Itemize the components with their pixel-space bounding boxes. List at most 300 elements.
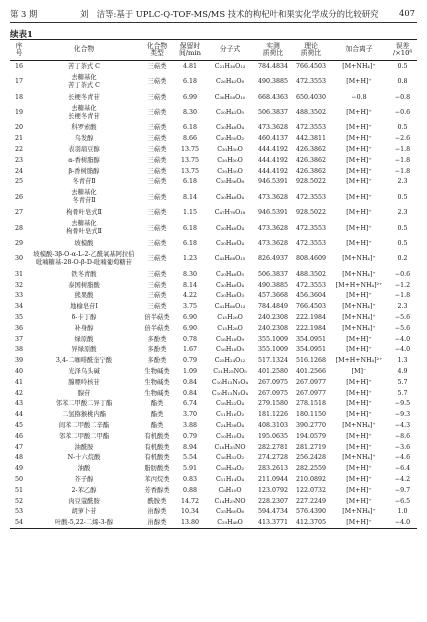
row-index: 17 [14,78,23,86]
row-index: 29 [14,239,23,247]
molecular-formula: C₃₀H₄₈O₄ [215,281,245,289]
row-index: 50 [14,475,23,483]
molecular-formula: C₃₀H₅₀O [217,156,243,164]
mass-error: 1.3 [397,357,408,365]
compound-name: 肉豆蔻酰胺 [68,497,100,505]
compound-type: 三萜类 [147,135,167,143]
adduct-ion: [M+NH₄]⁺ [342,62,376,70]
compound-type: 三萜类 [147,224,167,232]
row-index: 47 [14,443,23,451]
row-index: 34 [14,303,23,311]
table-row [10,507,417,518]
molecular-formula: C₂₁H₂₅NO₅ [213,367,247,375]
measured-mz: 282.2781 [257,443,289,451]
adduct-ion: [M]⁻ [351,367,367,375]
table-row [10,442,417,453]
compound-type: 甾醇类 [147,508,167,516]
molecular-formula: C₂₁H₃₆O₁₃ [214,62,246,70]
table-row [10,187,417,207]
retention-time: 8.30 [182,108,198,116]
adduct-ion: [M+H]⁺ [346,78,372,86]
measured-mz: 594.4734 [257,508,289,516]
retention-time: 8.30 [182,270,198,278]
retention-time: 10.34 [180,508,200,516]
molecular-formula: C₃₅H₆₀O₆ [215,508,245,516]
row-index: 21 [14,135,23,143]
mass-error: 2.3 [397,209,408,217]
table-row [10,207,417,218]
molecular-formula: C₃₀H₄₈O₃ [215,292,245,300]
retention-time: 5.54 [182,454,198,462]
theoretical-mz: 472.3553 [295,239,327,247]
measured-mz: 355.1009 [257,346,289,354]
retention-time: 8.66 [182,135,198,143]
compound-type: 三萜类 [147,62,167,70]
measured-mz: 181.1226 [257,411,289,419]
measured-mz: 228.2307 [257,497,289,505]
table-row [10,409,417,420]
compound-type: 多酚类 [147,346,167,354]
measured-mz: 401.2580 [257,367,289,375]
row-index: 20 [14,124,23,132]
compound-name: 坡模酸-3β-O-α-L-2-乙酰氧基阿拉伯 吡喃糖基-28-O-β-D-吡喃葡萄糖苷 [33,250,135,266]
theoretical-mz: 354.0951 [295,346,327,354]
measured-mz: 267.0975 [257,378,289,386]
theoretical-mz: 650.4030 [295,93,327,101]
measured-mz: 668.4363 [257,93,289,101]
adduct-ion: [M+H]⁺ [346,145,372,153]
table-row [10,92,417,103]
measured-mz: 473.3628 [257,239,289,247]
row-index: 36 [14,324,23,332]
theoretical-mz: 808.4609 [295,255,327,263]
measured-mz: 444.4192 [257,145,289,153]
adduct-ion: [M+NH₄]⁺ [342,324,376,332]
compound-type: 生物碱类 [144,367,170,375]
compound-name: 邻苯二甲酸二甲酯 [58,432,110,440]
row-index: 40 [14,367,23,375]
mass-error: −4.0 [394,335,411,343]
compound-name: 科罗索酸 [71,124,97,132]
row-index: 53 [14,508,23,516]
retention-time: 1.23 [182,255,198,263]
table-row [10,133,417,144]
compound-type: 多酚类 [147,335,167,343]
compound-type: 酯类 [150,400,164,408]
table-row [10,366,417,377]
compound-type: 倍半萜类 [144,324,170,332]
adduct-ion: [M+H]⁺ [346,346,372,354]
mass-error: 0.8 [397,78,408,86]
table-row [10,388,417,399]
compound-name: 坡模酸 [74,239,94,247]
adduct-ion: [M+H+NH₄]²⁺ [335,357,383,365]
adduct-ion: [M+H+NH₄]²⁺ [335,281,383,289]
adduct-ion: [M+H]⁺ [346,156,372,164]
compound-name: 油酸 [77,465,91,473]
compound-name: 铁冬青酸 [71,270,97,278]
retention-time: 6.18 [182,224,198,232]
compound-name: 去糖基化 长梗冬青苷 [68,104,100,120]
adduct-ion: [M+H]⁺ [346,389,372,397]
measured-mz: 490.3885 [257,281,289,289]
table-row [10,474,417,485]
mass-error: −1.8 [394,167,411,175]
row-index: 18 [14,93,23,101]
table-row [10,431,417,442]
table-row [10,61,417,72]
retention-time: 0.84 [182,378,198,386]
mass-error: −3.6 [394,443,411,451]
mass-error: 0.5 [397,124,408,132]
mass-error: −6.5 [394,497,411,505]
retention-time: 0.88 [182,486,198,494]
compound-type: 酯类 [150,411,164,419]
mass-error: −1.8 [394,292,411,300]
measured-mz: 283.2613 [257,465,289,473]
adduct-ion: [M+H]⁺ [346,443,372,451]
theoretical-mz: 354.0951 [295,335,327,343]
compound-type: 三萜类 [147,209,167,217]
table-row [10,420,417,431]
compound-type: 三萜类 [147,93,167,101]
table-row [10,323,417,334]
mass-error: 5.7 [397,378,408,386]
compound-name: 泰国树脂酸 [68,281,100,289]
molecular-formula: C₃₆H₅₈O₁₀ [214,93,246,101]
retention-time: 6.99 [182,93,198,101]
adduct-ion: [M+H]⁺ [346,224,372,232]
compound-type: 芳香醇类 [144,486,170,494]
mass-error: 2.3 [397,178,408,186]
molecular-formula: C₁₅H₂₆O [217,324,243,332]
molecular-formula: C₁₀H₁₃N₅O₄ [211,378,249,386]
mass-error: −1.2 [394,281,411,289]
mass-error: 2.3 [397,303,408,311]
mass-error: −9.7 [394,486,411,494]
compound-name: 去糖基化 冬青苷Ⅱ [71,189,97,205]
compound-type: 倍半萜类 [144,313,170,321]
mass-error: −4.6 [394,454,411,462]
adduct-ion: [M+H]⁺ [346,178,372,186]
measured-mz: 784.4834 [257,62,289,70]
row-index: 28 [14,224,23,232]
compound-name: 二氢猕猴桃内酯 [61,411,107,419]
table-row [10,144,417,155]
molecular-formula: C₃₀H₅₀O₂ [215,135,245,143]
adduct-ion: [M+H]⁺ [346,124,372,132]
retention-time: 3.75 [182,303,198,311]
mass-error: −5.6 [394,324,411,332]
measured-mz: 413.3771 [254,517,292,528]
measured-mz: 195.0635 [257,432,289,440]
compound-name: N-十六烷酸 [67,454,101,462]
retention-time: 1.09 [182,367,198,375]
measured-mz: 517.1324 [257,357,289,365]
theoretical-mz: 256.2428 [295,454,327,462]
compound-type: 三萜类 [147,281,167,289]
molecular-formula: C₄₇H₇₆O₁₈ [214,209,246,217]
row-index: 43 [14,400,23,408]
compound-name: 异绿原酸 [71,346,97,354]
measured-mz: 267.0975 [257,389,289,397]
molecular-formula: C₂₀H₄₂O₅ [215,108,245,116]
compound-name: 叶酸-5,22-二烯-3-醇 [28,517,140,528]
theoretical-mz: 576.4390 [295,508,327,516]
table-row [10,218,417,238]
molecular-formula: C₂₉H₄₈O [206,517,254,528]
table-body [10,61,417,529]
row-index: 25 [14,178,23,186]
article-title: 刘 洁等:基于 UPLC-Q-TOF-MS/MS 技术的枸杞叶和果实化学成分的比较研究 [80,9,379,19]
row-index: 16 [14,62,23,70]
molecular-formula: C₃₀H₄₈O₄ [215,193,245,201]
compound-type: 生物碱类 [144,378,170,386]
molecular-formula: C₁₆H₁₈O₉ [215,346,245,354]
row-index: 42 [14,389,23,397]
mass-error: 0.5 [397,239,408,247]
theoretical-mz: 456.3604 [295,292,327,300]
compound-name: α-香树脂醇 [68,156,100,164]
col-theoretical-mz-header: 理论 质荷比 [292,40,330,61]
row-index: 37 [14,335,23,343]
adduct-ion: [M+H]⁺ [346,378,372,386]
measured-mz: 355.1009 [257,335,289,343]
retention-time: 0.79 [182,357,198,365]
row-index: 32 [14,281,23,289]
mass-error: 1.0 [397,508,408,516]
adduct-ion: [M+NH₄]⁺ [342,454,376,462]
theoretical-mz: 401.2566 [295,367,327,375]
theoretical-mz: 426.3862 [295,156,327,164]
adduct-ion: [M+H]⁺ [346,193,372,201]
measured-mz: 946.5391 [257,209,289,217]
col-index-header: 序 号 [10,40,28,61]
molecular-formula: C₃₀H₄₈O₄ [215,224,245,232]
theoretical-mz: 472.3553 [295,193,327,201]
table-row [10,312,417,323]
molecular-formula: C₁₆H₁₈O₉ [215,335,245,343]
table-row [10,155,417,166]
adduct-ion: [M+NH₄]⁺ [342,270,376,278]
adduct-ion: [M+NH₄]⁺ [342,421,376,429]
theoretical-mz: 426.3862 [295,167,327,175]
adduct-ion: [M+NH₄]⁺ [342,313,376,321]
compound-type: 有机酸类 [144,432,170,440]
retention-time: 0.79 [182,432,198,440]
adduct-ion: [M+H]⁺ [346,108,372,116]
retention-time: 14.72 [180,497,200,505]
theoretical-mz: 281.2719 [295,443,327,451]
mass-error: −4.3 [394,421,411,429]
col-type-header: 化合物 类型 [140,40,174,61]
theoretical-mz: 766.4503 [295,303,327,311]
retention-time: 8.94 [182,443,198,451]
table-row [10,377,417,388]
retention-time: 5.91 [182,465,198,473]
theoretical-mz: 222.1984 [295,313,327,321]
adduct-ion: [M+NH₄]⁺ [342,508,376,516]
mass-error: 5.7 [397,389,408,397]
theoretical-mz: 412.3705 [292,517,330,528]
theoretical-mz: 488.3502 [295,270,327,278]
retention-time: 8.14 [182,281,198,289]
molecular-formula: C₃₅H₅₆O₈ [215,178,245,186]
table-row [10,334,417,345]
compound-name: 去糖基化 苦丁茶式 C [67,73,100,89]
mass-error: −4.2 [394,475,411,483]
compound-type: 有机酸类 [144,454,170,462]
molecular-formula: C₁₆H₂₂O₄ [215,400,245,408]
theoretical-mz: 122.0732 [295,486,327,494]
measured-mz: 274.2728 [257,454,289,462]
row-index: 22 [14,145,23,153]
row-index: 38 [14,346,23,354]
theoretical-mz: 516.1268 [295,357,327,365]
compound-name: 腺苷 [77,389,91,397]
measured-mz: 460.4137 [257,135,289,143]
measured-mz: 123.0792 [257,486,289,494]
retention-time: 0.83 [182,475,198,483]
measured-mz: 240.2308 [257,324,289,332]
compound-type: 三萜类 [147,156,167,164]
adduct-ion: [M+H]⁺ [346,209,372,217]
compound-type: 三萜类 [147,292,167,300]
molecular-formula: C₂₄H₃₈O₄ [215,421,245,429]
retention-time: 1.67 [182,346,198,354]
table-row [10,301,417,312]
retention-time: 6.90 [182,324,198,332]
row-index: 46 [14,432,23,440]
mass-error: −1.8 [394,156,411,164]
table-row [10,453,417,464]
adduct-ion: [M+NH₄]⁺ [342,255,376,263]
theoretical-mz: 472.3553 [295,224,327,232]
theoretical-mz: 928.5022 [295,178,327,186]
mass-error: −2.6 [394,135,411,143]
theoretical-mz: 472.3553 [295,281,327,289]
compound-type: 多酚类 [147,357,167,365]
compound-type: 酯类 [150,421,164,429]
theoretical-mz: 282.2559 [295,465,327,473]
mass-error: 0.5 [397,193,408,201]
col-error-header: 误差 /×10⁶ [388,40,417,61]
table-row [10,496,417,507]
theoretical-mz: 766.4503 [295,62,327,70]
row-index: 35 [14,313,23,321]
measured-mz: 473.3628 [257,124,289,132]
compound-table [10,39,417,529]
adduct-ion: [M+H]⁺ [346,411,372,419]
table-row [10,269,417,280]
adduct-ion: [M+H]⁺ [346,292,372,300]
retention-time: 8.14 [182,193,198,201]
mass-error: −5.6 [394,313,411,321]
retention-time: 0.78 [182,335,198,343]
table-row [10,345,417,356]
row-index: 24 [14,167,23,175]
row-index: 51 [14,486,23,494]
compound-type: 三萜类 [147,270,167,278]
compound-type: 三萜类 [147,239,167,247]
mass-error: −8.6 [394,432,411,440]
adduct-ion: [M+H]⁺ [346,400,372,408]
row-index: 41 [14,378,23,386]
measured-mz: 408.3103 [257,421,289,429]
theoretical-mz: 210.0892 [295,475,327,483]
measured-mz: 473.3628 [257,193,289,201]
compound-type: 三萜类 [147,78,167,86]
adduct-ion: [M+H]⁺ [346,167,372,175]
theoretical-mz: 426.3862 [295,145,327,153]
table-row [10,399,417,410]
col-retention-time-header: 保留时 间/min [174,40,206,61]
retention-time: 0.84 [182,389,198,397]
mass-error: −6.4 [394,465,411,473]
retention-time: 13.75 [180,156,200,164]
theoretical-mz: 278.1518 [295,400,327,408]
theoretical-mz: 227.2249 [295,497,327,505]
adduct-ion: [M+H]⁺ [330,517,388,528]
compound-name: 表羽扇豆醇 [68,145,100,153]
theoretical-mz: 442.3811 [295,135,327,143]
adduct-ion: [M+H]⁺ [346,486,372,494]
molecular-formula: C₁₀H₁₃N₅O₄ [211,389,249,397]
table-row [10,291,417,302]
theoretical-mz: 390.2770 [295,421,327,429]
measured-mz: 784.4849 [257,303,289,311]
measured-mz: 279.1580 [257,400,289,408]
mass-error: −4.0 [388,517,417,528]
compound-type: 甾醇类 [140,517,174,528]
compound-name: 腺嘌呤核苷 [68,378,100,386]
retention-time: 3.88 [182,421,198,429]
row-index: 23 [14,156,23,164]
table-row [10,463,417,474]
compound-type: 三萜类 [147,108,167,116]
retention-time: 6.18 [182,124,198,132]
compound-name: 绿原酸 [74,335,94,343]
mass-error: −9.5 [394,400,411,408]
retention-time: 13.75 [180,167,200,175]
measured-mz: 826.4937 [257,255,289,263]
theoretical-mz: 488.3502 [295,108,327,116]
compound-name: 枸骨叶皂式Ⅱ [66,209,102,217]
compound-type: 酰胺类 [147,497,167,505]
retention-time: 13.75 [180,145,200,153]
table-row [10,355,417,366]
compound-type: 三萜类 [147,145,167,153]
col-compound-header: 化合物 [28,40,140,61]
measured-mz: 444.4192 [257,167,289,175]
molecular-formula: C₃₀H₄₈O₅ [215,270,245,278]
molecular-formula: C₄₃H₆₈O₁₅ [214,255,246,263]
table-header-row [10,40,417,61]
compound-type: 有机酸类 [144,443,170,451]
compound-name: δ-卡丁醇 [71,313,97,321]
table-row [10,485,417,496]
mass-error: 4.9 [397,367,408,375]
compound-name: 邻苯二甲酸二异丁酯 [55,400,113,408]
molecular-formula: C₃₀H₄₈O₄ [215,239,245,247]
theoretical-mz: 472.3553 [295,124,327,132]
row-index: 39 [14,357,23,365]
measured-mz: 211.0944 [257,475,289,483]
adduct-ion: [M+H]⁺ [346,497,372,505]
retention-time: 13.80 [174,517,206,528]
mass-error: −9.3 [394,411,411,419]
molecular-formula: C₁₁H₁₄O₄ [215,475,245,483]
